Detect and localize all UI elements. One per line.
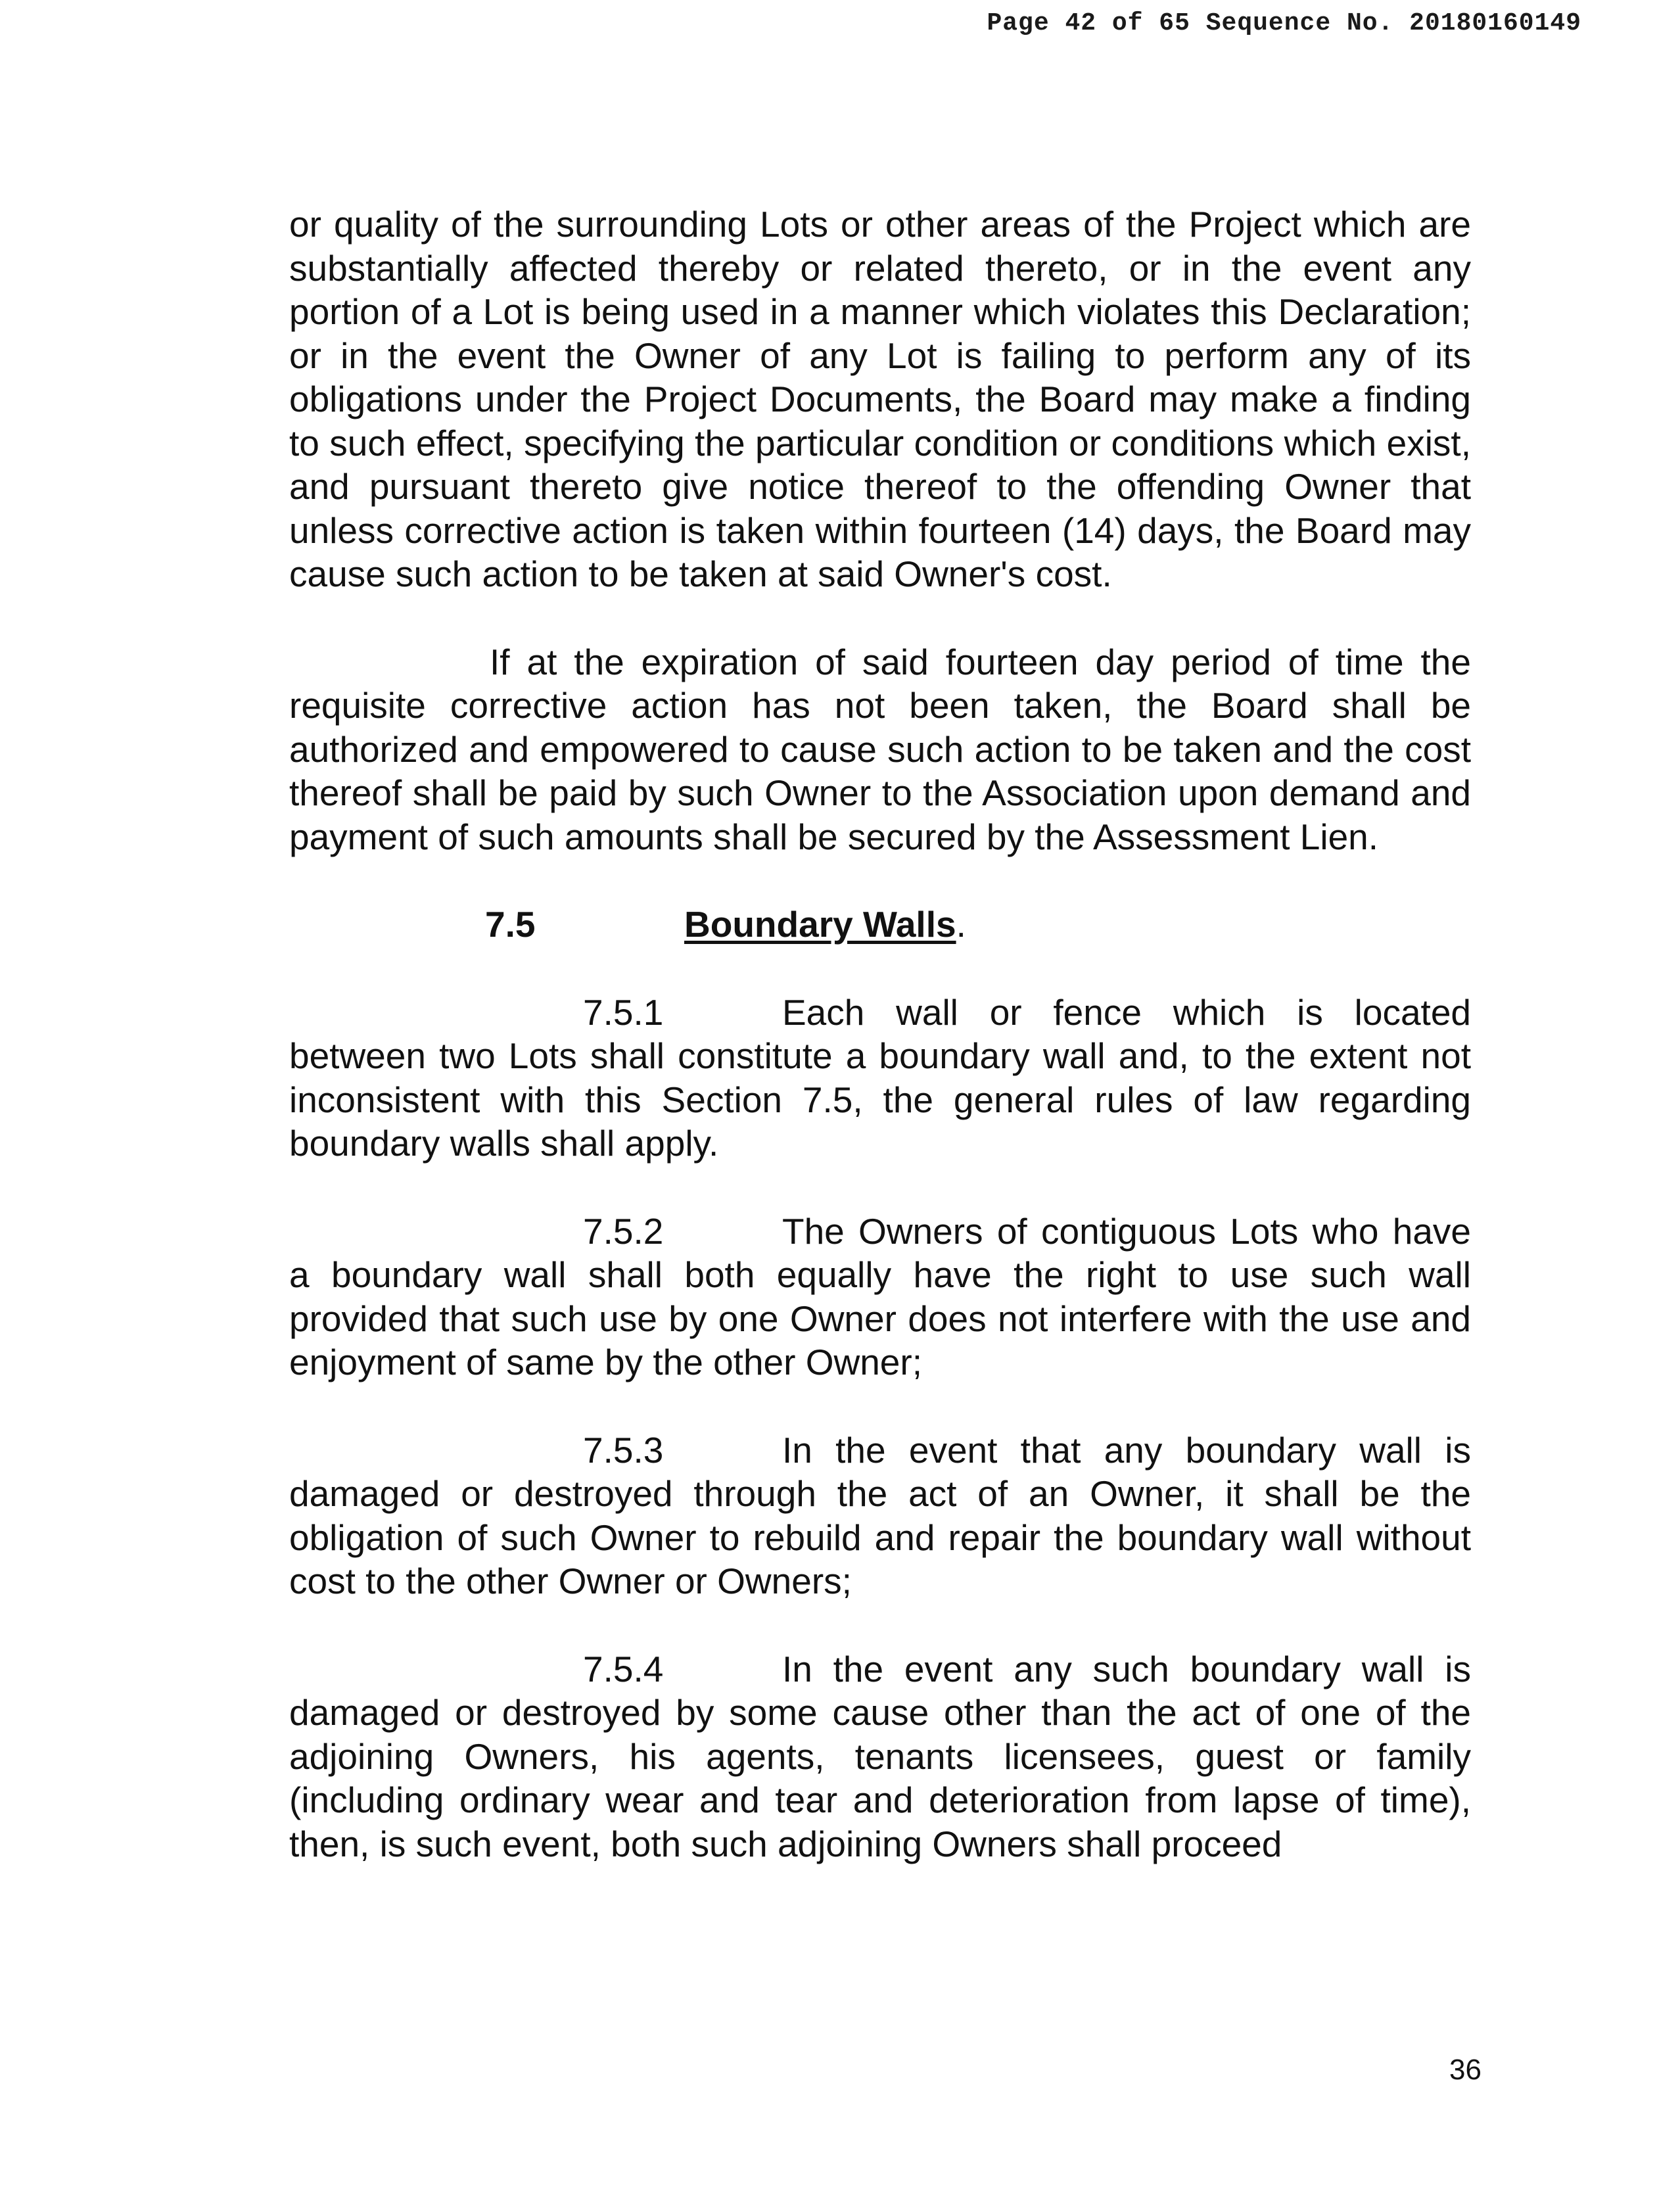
subsection-7-5-1 <box>289 991 1471 1166</box>
page-number: 36 <box>1449 2054 1482 2086</box>
subsection-text: In the event any such boundary wall is damaged or destroyed by some cause other than the act of one of the adjoining Owners, his agents, tenants licensees, guest or family (including ordinary wear and tear and deterioration from lapse of time), then, is such event, both such adjoining Owners shall proceed <box>289 1648 1471 1864</box>
subsection-7-5-2 <box>289 1210 1471 1384</box>
expiration-paragraph: If at the expiration of said fourteen day period of time the requisite corrective action has not been taken, the Board shall be authorized and empowered to cause such action to be taken and the cost thereof shall be paid by such Owner to the Association upon demand and payment of such amounts shall be secured by the Assessment Lien. <box>289 641 1471 857</box>
subsection-text: The Owners of contiguous Lots who have a boundary wall shall both equally have the right to use such wall provided that such use by one Owner does not interfere with the use and enjoyment of same by the other Owner; <box>289 1210 1471 1382</box>
section-title: Boundary Walls <box>684 904 956 945</box>
subsection-text: Each wall or fence which is located between two Lots shall constitute a boundary wall and, to the extent not inconsistent with this Section 7.5, the general rules of law regarding boundary walls shall apply. <box>289 991 1471 1164</box>
section-title-wrap <box>684 903 966 947</box>
subsection-text: In the event that any boundary wall is damaged or destroyed through the act of an Owner, it shall be the obligation of such Owner to rebuild and repair the boundary wall without cost to the other Owner or Owners; <box>289 1429 1471 1601</box>
continuation-paragraph: or quality of the surrounding Lots or other areas of the Project which are substantially affected thereby or related thereto, or in the event any portion of a Lot is being used in a manner which violates this Declaration; or in the event the Owner of any Lot is failing to perform any of its obligations under the Project Documents, the Board may make a finding to such effect, specifying the particular condition or conditions which exist, and pursuant thereto give notice thereof to the offending Owner that unless corrective action is taken within fourteen (14) days, the Board may cause such action to be taken at said Owner's cost. <box>289 204 1471 594</box>
subsection-number: 7.5.3 <box>583 1429 664 1471</box>
document-body <box>289 202 1471 1866</box>
section-heading <box>289 903 1471 947</box>
subsection-number: 7.5.4 <box>583 1648 664 1689</box>
section-number: 7.5 <box>485 904 536 945</box>
subsection-7-5-3 <box>289 1428 1471 1603</box>
subsection-number: 7.5.2 <box>583 1210 664 1252</box>
document-header-stamp: Page 42 of 65 Sequence No. 20180160149 <box>987 9 1581 37</box>
subsection-number: 7.5.1 <box>583 991 664 1033</box>
section-title-punctuation: . <box>956 904 966 945</box>
subsection-7-5-4 <box>289 1647 1471 1866</box>
